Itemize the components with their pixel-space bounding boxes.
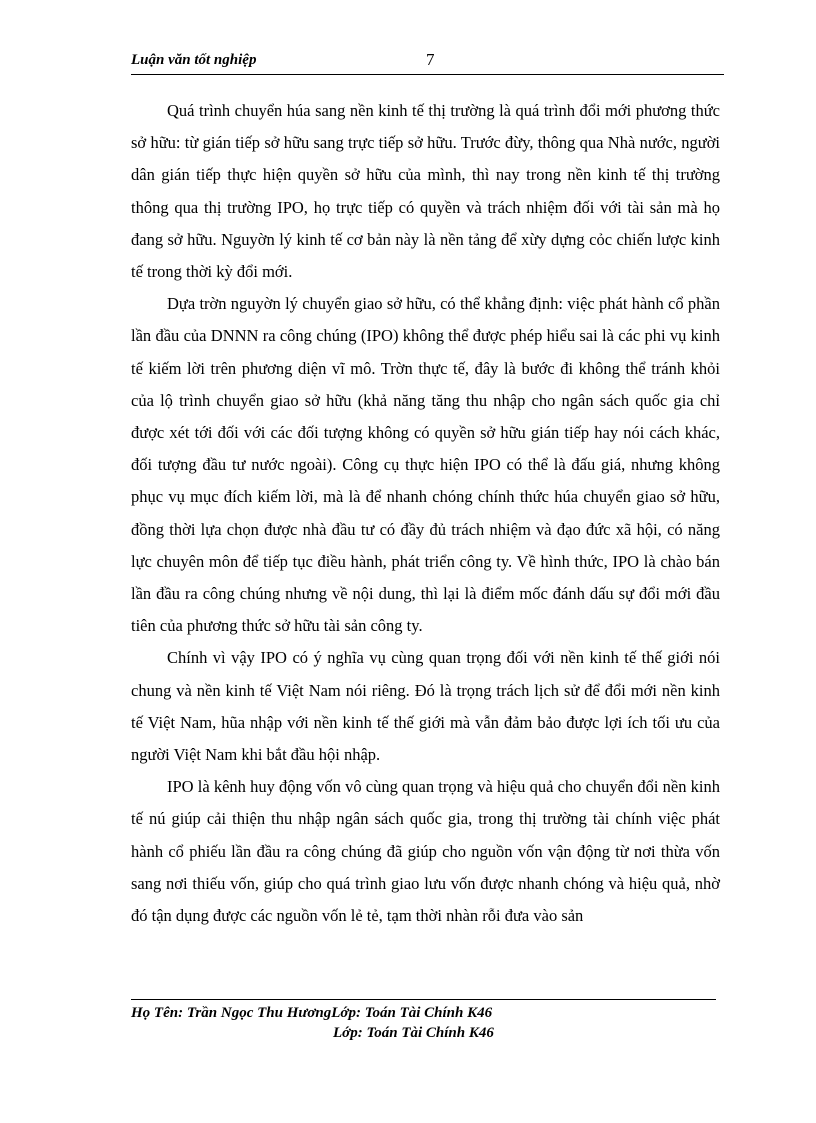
header-title: Luận văn tốt nghiệp: [131, 52, 257, 68]
page-header: [131, 50, 724, 75]
footer-class-line: Lớp: Toán Tài Chính K46: [333, 1025, 494, 1041]
paragraph-1: Quá trình chuyển húa sang nền kinh tế thị trường là quá trình đổi mới phương thức sở hữu: từ gián tiếp sở hữu sang trực tiếp sở hữu. Trước đừy, thông qua Nhà nước, người dân gián tiếp thực hiện quyền sở hữu của mình, thì nay trong nền kinh tế thị trường thông qua thị trường IPO, họ trực tiếp có quyền và trách nhiệm đối với tài sản mà họ đang sở hữu. Nguyờn lý kinh tế cơ bản này là nền tảng để xừy dựng cỏc chiến lược kinh tế trong thời kỳ đổi mới.: [131, 101, 720, 282]
footer-author-line: Họ Tên: Trần Ngọc Thu HươngLớp: Toán Tài Chính K46: [131, 1005, 493, 1021]
paragraph-3: Chính vì vậy IPO có ý nghĩa vụ cùng quan trọng đối với nền kinh tế thế giới nói chung và nền kinh tế Việt Nam nói riêng. Đó là trọng trách lịch sử để đổi mới nền kinh tế Việt Nam, hũa nhập với nền kinh tế thế giới mà vẫn đảm bảo được lợi ích tối ưu của người Việt Nam khi bắt đầu hội nhập.: [131, 648, 720, 765]
footer-divider: [131, 999, 716, 1000]
paragraph-4: IPO là kênh huy động vốn vô cùng quan trọng và hiệu quả cho chuyển đổi nền kinh tế nú giúp cải thiện thu nhập ngân sách quốc gia, trong thị trường tài chính việc phát hành cổ phiếu lần đầu ra công chúng đã giúp cho nguồn vốn vận động từ nơi thừa vốn sang nơi thiếu vốn, giúp cho quá trình giao lưu vốn được nhanh chóng và hiệu quả, nhờ đó tận dụng được các nguồn vốn lẻ tẻ, tạm thời nhàn rỗi đưa vào sản: [131, 777, 720, 926]
paragraph-2: Dựa trờn nguyờn lý chuyển giao sở hữu, có thể khẳng định: việc phát hành cổ phần lần đầu của DNNN ra công chúng (IPO) không thể được phép hiểu sai là các phi vụ kinh tế kiếm lời trên phương diện vĩ mô. Trờn thực tế, đây là bước đi không thể tránh khỏi của lộ trình chuyển giao sở hữu (khả năng tăng thu nhập cho ngân sách quốc gia chỉ được xét tới đối với các đối tượng không có quyền sở hữu gián tiếp hay nói cách khác, đối tượng đầu tư nước ngoài). Công cụ thực hiện IPO có thể là đấu giá, nhưng không phục vụ mục đích kiếm lời, mà là để nhanh chóng chính thức húa chuyển giao sở hữu, đồng thời lựa chọn được nhà đầu tư có đầy đủ trách nhiệm và đạo đức xã hội, có năng lực chuyên môn để tiếp tục điều hành, phát triển công ty. Về hình thức, IPO là chào bán lần đầu ra công chúng nhưng về nội dung, thì lại là điểm mốc đánh dấu sự đổi mới đầu tiên của phương thức sở hữu tài sản công ty.: [131, 294, 720, 636]
page-number: 7: [426, 50, 435, 69]
body-text: [131, 95, 720, 932]
